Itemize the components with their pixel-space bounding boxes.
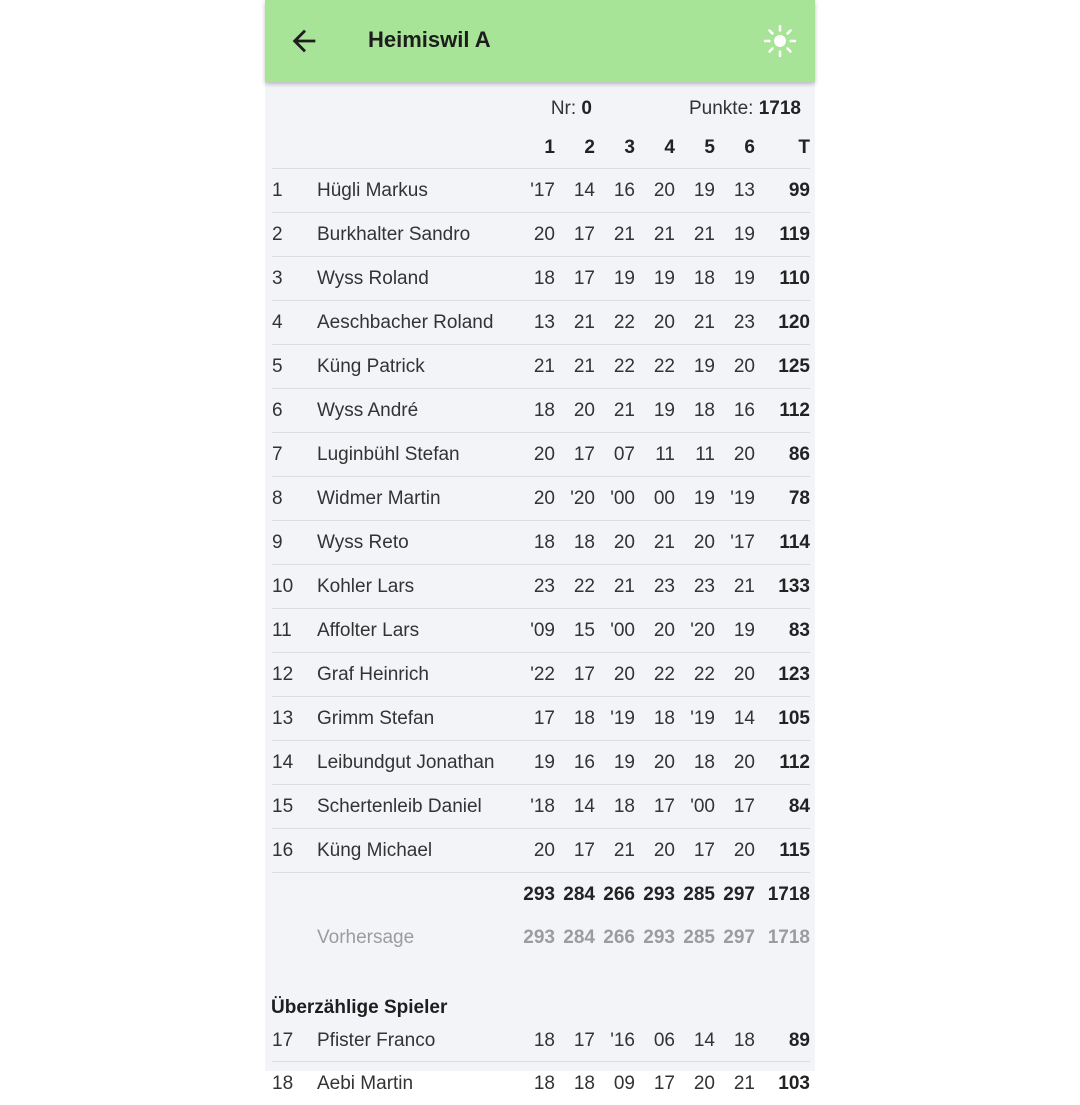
player-number: 9 (272, 521, 317, 565)
score-cell: 21 (595, 565, 635, 609)
score-cell: '00 (595, 477, 635, 521)
player-number: 16 (272, 829, 317, 873)
column-header: T (755, 128, 810, 169)
player-name: Schertenleib Daniel (317, 785, 518, 829)
score-cell: 19 (518, 741, 555, 785)
score-cell: 22 (675, 653, 715, 697)
table-row[interactable] (272, 829, 810, 873)
player-total: 103 (755, 1062, 810, 1105)
score-cell: 23 (635, 565, 675, 609)
player-name: Grimm Stefan (317, 697, 518, 741)
score-cell: 17 (555, 257, 595, 301)
score-cell: 21 (635, 521, 675, 565)
sum-cell: 293 (518, 873, 555, 917)
player-name: Luginbühl Stefan (317, 433, 518, 477)
score-cell: 19 (635, 257, 675, 301)
player-total: 115 (755, 829, 810, 873)
score-cell: 18 (555, 697, 595, 741)
player-total: 89 (755, 1024, 810, 1062)
prediction-blank (272, 916, 317, 959)
player-total: 112 (755, 389, 810, 433)
score-cell: 17 (635, 1062, 675, 1105)
prediction-cell: 284 (555, 916, 595, 959)
prediction-cell: 297 (715, 916, 755, 959)
score-cell: 17 (555, 433, 595, 477)
score-cell: 19 (595, 257, 635, 301)
sum-blank (272, 873, 317, 917)
table-row[interactable] (272, 697, 810, 741)
player-number: 4 (272, 301, 317, 345)
score-cell: '09 (518, 609, 555, 653)
team-summary (265, 94, 815, 122)
score-cell: 23 (518, 565, 555, 609)
score-cell: 19 (675, 477, 715, 521)
score-cell: 21 (595, 213, 635, 257)
table-row[interactable] (272, 565, 810, 609)
score-cell: 21 (715, 565, 755, 609)
table-row[interactable] (272, 785, 810, 829)
score-cell: 17 (635, 785, 675, 829)
player-number: 12 (272, 653, 317, 697)
player-name: Leibundgut Jonathan (317, 741, 518, 785)
header-blank (272, 128, 317, 169)
player-name: Affolter Lars (317, 609, 518, 653)
page-title: Heimiswil A (368, 27, 491, 53)
player-name: Wyss Roland (317, 257, 518, 301)
score-cell: 11 (675, 433, 715, 477)
score-cell: '17 (518, 169, 555, 213)
player-number: 7 (272, 433, 317, 477)
score-cell: '16 (595, 1024, 635, 1062)
player-number: 11 (272, 609, 317, 653)
score-cell: 19 (635, 389, 675, 433)
prediction-cell: 293 (635, 916, 675, 959)
score-cell: 20 (715, 829, 755, 873)
score-cell: 18 (518, 1024, 555, 1062)
player-total: 99 (755, 169, 810, 213)
score-cell: 16 (595, 169, 635, 213)
player-total: 110 (755, 257, 810, 301)
score-cell: 19 (715, 609, 755, 653)
player-name: Aebi Martin (317, 1062, 518, 1105)
player-total: 120 (755, 301, 810, 345)
player-name: Burkhalter Sandro (317, 213, 518, 257)
score-cell: 13 (518, 301, 555, 345)
sum-cell: 284 (555, 873, 595, 917)
score-cell: 18 (518, 389, 555, 433)
score-cell: 14 (555, 169, 595, 213)
score-cell: 11 (635, 433, 675, 477)
score-cell: 13 (715, 169, 755, 213)
score-cell: 21 (675, 213, 715, 257)
score-cell: '00 (595, 609, 635, 653)
sum-cell: 297 (715, 873, 755, 917)
player-number: 14 (272, 741, 317, 785)
score-cell: 21 (555, 301, 595, 345)
score-cell: 14 (675, 1024, 715, 1062)
score-cell: 20 (518, 477, 555, 521)
sum-cell: 293 (635, 873, 675, 917)
table-row[interactable] (272, 609, 810, 653)
score-cell: 20 (635, 829, 675, 873)
player-total: 86 (755, 433, 810, 477)
score-cell: 17 (518, 697, 555, 741)
score-cell: '22 (518, 653, 555, 697)
score-cell: '19 (675, 697, 715, 741)
score-cell: 19 (715, 213, 755, 257)
sum-total: 1718 (755, 873, 810, 917)
score-cell: 21 (595, 389, 635, 433)
prediction-total: 1718 (755, 916, 810, 959)
player-total: 83 (755, 609, 810, 653)
score-cell: 18 (518, 521, 555, 565)
sun-icon[interactable] (763, 24, 797, 58)
score-cell: 19 (675, 169, 715, 213)
score-cell: 23 (715, 301, 755, 345)
player-total: 78 (755, 477, 810, 521)
score-cell: 18 (518, 1062, 555, 1105)
player-name: Wyss André (317, 389, 518, 433)
score-cell: '20 (555, 477, 595, 521)
score-cell: 09 (595, 1062, 635, 1105)
player-number: 17 (272, 1024, 317, 1062)
table-row[interactable] (272, 389, 810, 433)
score-cell: 20 (518, 213, 555, 257)
prediction-cell: 293 (518, 916, 555, 959)
score-cell: 18 (715, 1024, 755, 1062)
score-cell: 17 (555, 829, 595, 873)
prediction-label: Vorhersage (317, 916, 518, 959)
score-cell: 18 (635, 697, 675, 741)
score-cell: 20 (635, 301, 675, 345)
table-row[interactable] (272, 1024, 810, 1062)
score-cell: 20 (715, 741, 755, 785)
score-cell: 18 (595, 785, 635, 829)
player-name: Graf Heinrich (317, 653, 518, 697)
player-name: Hügli Markus (317, 169, 518, 213)
score-cell: 18 (518, 257, 555, 301)
sum-row (272, 873, 810, 917)
arrow-left-icon[interactable] (287, 24, 321, 58)
score-cell: 00 (635, 477, 675, 521)
score-cell: 18 (555, 1062, 595, 1105)
player-number: 15 (272, 785, 317, 829)
score-cell: 18 (555, 521, 595, 565)
player-number: 2 (272, 213, 317, 257)
column-header: 6 (715, 128, 755, 169)
table-row[interactable] (272, 741, 810, 785)
score-cell: 22 (635, 653, 675, 697)
score-cell: 14 (555, 785, 595, 829)
score-cell: 20 (635, 741, 675, 785)
score-cell: '18 (518, 785, 555, 829)
score-cell: 19 (715, 257, 755, 301)
table-row[interactable] (272, 433, 810, 477)
score-cell: 20 (555, 389, 595, 433)
player-number: 8 (272, 477, 317, 521)
score-cell: '00 (675, 785, 715, 829)
table-row[interactable] (272, 257, 810, 301)
score-cell: 20 (715, 653, 755, 697)
table-row[interactable] (272, 301, 810, 345)
score-cell: 22 (635, 345, 675, 389)
score-table (272, 128, 810, 1105)
score-cell: 19 (595, 741, 635, 785)
sum-cell: 266 (595, 873, 635, 917)
player-name: Kohler Lars (317, 565, 518, 609)
score-cell: 06 (635, 1024, 675, 1062)
player-number: 1 (272, 169, 317, 213)
player-total: 123 (755, 653, 810, 697)
table-row[interactable] (272, 1062, 810, 1105)
score-cell: 14 (715, 697, 755, 741)
player-name: Pfister Franco (317, 1024, 518, 1062)
table-row[interactable] (272, 477, 810, 521)
score-cell: 20 (595, 521, 635, 565)
player-name: Widmer Martin (317, 477, 518, 521)
score-cell: 21 (715, 1062, 755, 1105)
player-total: 114 (755, 521, 810, 565)
prediction-row (272, 916, 810, 959)
score-cell: 22 (595, 301, 635, 345)
table-row[interactable] (272, 169, 810, 213)
score-cell: '17 (715, 521, 755, 565)
app-screen (265, 0, 815, 1071)
score-cell: 17 (675, 829, 715, 873)
player-number: 18 (272, 1062, 317, 1105)
player-name: Küng Patrick (317, 345, 518, 389)
player-total: 112 (755, 741, 810, 785)
sum-cell: 285 (675, 873, 715, 917)
player-number: 6 (272, 389, 317, 433)
score-cell: 17 (555, 1024, 595, 1062)
table-row[interactable] (272, 213, 810, 257)
score-cell: 21 (518, 345, 555, 389)
player-name: Küng Michael (317, 829, 518, 873)
score-cell: '19 (595, 697, 635, 741)
column-header: 1 (518, 128, 555, 169)
team-points: Punkte: 1718 (689, 98, 801, 120)
table-row[interactable] (272, 345, 810, 389)
score-cell: 15 (555, 609, 595, 653)
player-number: 13 (272, 697, 317, 741)
column-header: 2 (555, 128, 595, 169)
score-cell: 17 (555, 213, 595, 257)
score-cell: 21 (675, 301, 715, 345)
score-cell: 17 (555, 653, 595, 697)
score-cell: 17 (715, 785, 755, 829)
extra-section-title: Überzählige Spieler (271, 997, 447, 1018)
player-name: Aeschbacher Roland (317, 301, 518, 345)
score-cell: 21 (635, 213, 675, 257)
player-name: Wyss Reto (317, 521, 518, 565)
score-cell: 20 (595, 653, 635, 697)
sum-blank (317, 873, 518, 917)
column-header: 5 (675, 128, 715, 169)
score-cell: 20 (635, 169, 675, 213)
player-total: 119 (755, 213, 810, 257)
score-cell: '20 (675, 609, 715, 653)
score-cell: '19 (715, 477, 755, 521)
score-cell: 16 (555, 741, 595, 785)
score-cell: 16 (715, 389, 755, 433)
player-number: 3 (272, 257, 317, 301)
column-header: 3 (595, 128, 635, 169)
score-cell: 21 (595, 829, 635, 873)
table-row[interactable] (272, 521, 810, 565)
header-blank (317, 128, 518, 169)
score-cell: 20 (675, 1062, 715, 1105)
player-total: 105 (755, 697, 810, 741)
prediction-cell: 285 (675, 916, 715, 959)
score-cell: 07 (595, 433, 635, 477)
table-header (272, 128, 810, 169)
score-cell: 23 (675, 565, 715, 609)
player-total: 133 (755, 565, 810, 609)
score-cell: 20 (715, 345, 755, 389)
extra-section (272, 959, 810, 1024)
score-cell: 22 (555, 565, 595, 609)
score-cell: 20 (518, 829, 555, 873)
score-cell: 20 (635, 609, 675, 653)
table-row[interactable] (272, 653, 810, 697)
score-cell: 20 (675, 521, 715, 565)
score-cell: 21 (555, 345, 595, 389)
player-total: 84 (755, 785, 810, 829)
score-cell: 18 (675, 257, 715, 301)
score-cell: 18 (675, 389, 715, 433)
prediction-cell: 266 (595, 916, 635, 959)
app-bar (265, 0, 815, 82)
score-cell: 18 (675, 741, 715, 785)
column-header: 4 (635, 128, 675, 169)
team-number: Nr: 0 (551, 98, 592, 120)
player-number: 10 (272, 565, 317, 609)
score-cell: 19 (675, 345, 715, 389)
score-cell: 22 (595, 345, 635, 389)
score-cell: 20 (518, 433, 555, 477)
score-cell: 20 (715, 433, 755, 477)
player-number: 5 (272, 345, 317, 389)
player-total: 125 (755, 345, 810, 389)
